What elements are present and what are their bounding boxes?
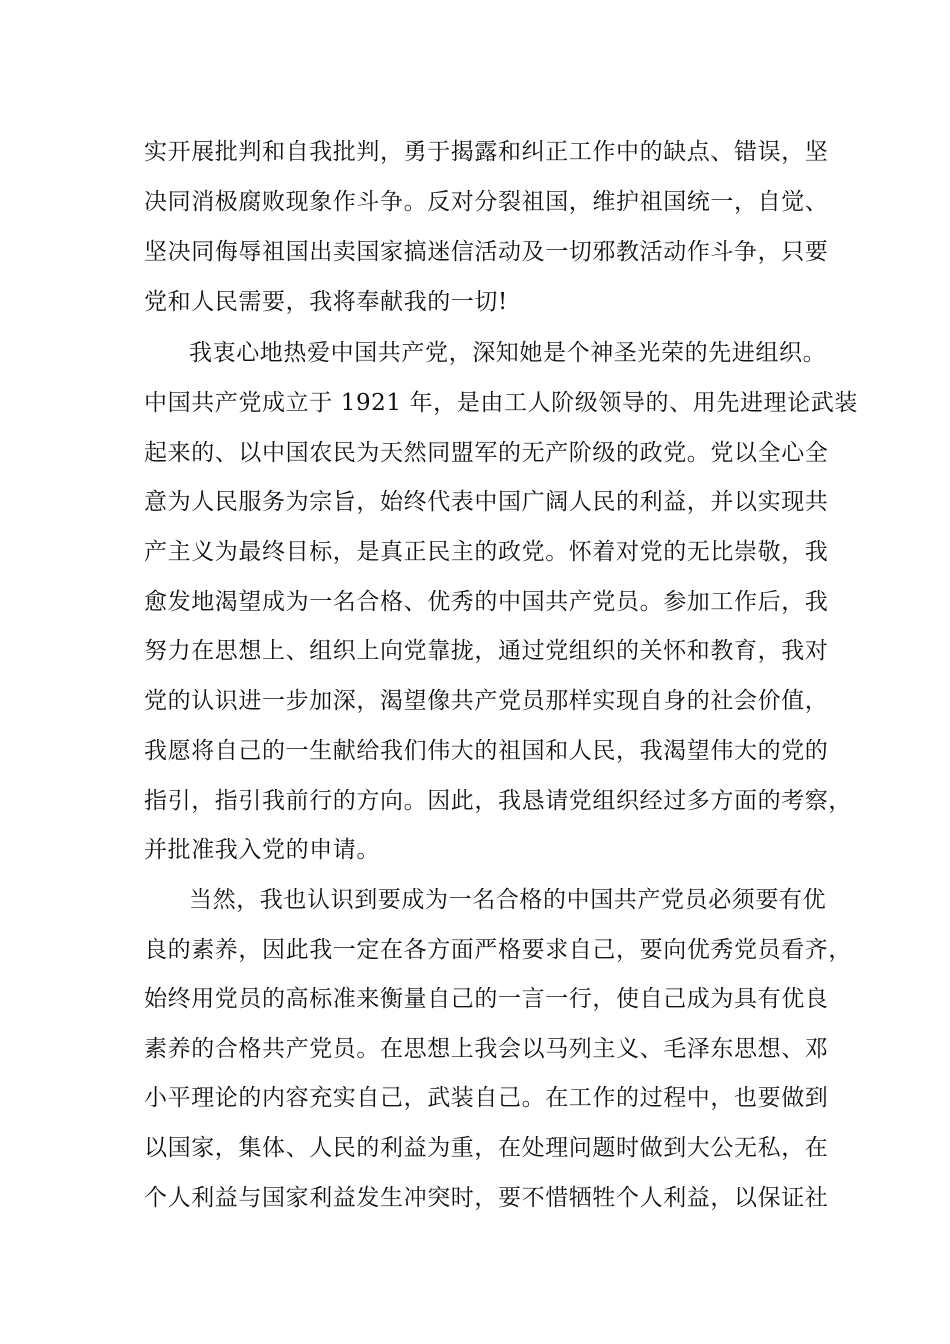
text-line: 党的认识进一步加深，渴望像共产党员那样实现自身的社会价值， (144, 688, 829, 714)
text-line: 党和人民需要，我将奉献我的一切! (144, 289, 508, 315)
text-line: 产主义为最终目标，是真正民主的政党。怀着对党的无比崇敬，我 (144, 539, 829, 565)
paragraph-first-line: 我衷心地热爱中国共产党，深知她是个神圣光荣的先进组织。 (189, 340, 827, 366)
text-line: 小平理论的内容充实自己，武装自己。在工作的过程中，也要做到 (144, 1085, 829, 1111)
text-line: 始终用党员的高标准来衡量自己的一言一行，使自己成为具有优良 (144, 986, 829, 1012)
text-line: 中国共产党成立于 1921 年，是由工人阶级领导的、用先进理论武装 (144, 390, 858, 416)
paragraph-first-line: 当然，我也认识到要成为一名合格的中国共产党员必须要有优 (189, 887, 827, 913)
text-line: 个人利益与国家利益发生冲突时，要不惜牺牲个人利益，以保证社 (144, 1185, 829, 1211)
text-line: 努力在思想上、组织上向党靠拢，通过党组织的关怀和教育，我对 (144, 638, 829, 664)
text-line: 起来的、以中国农民为天然同盟军的无产阶级的政党。党以全心全 (144, 440, 829, 466)
text-line: 坚决同侮辱祖国出卖国家搞迷信活动及一切邪教活动作斗争，只要 (144, 239, 829, 265)
text-line: 素养的合格共产党员。在思想上我会以马列主义、毛泽东思想、邓 (144, 1036, 829, 1062)
text-line: 决同消极腐败现象作斗争。反对分裂祖国，维护祖国统一，自觉、 (144, 189, 829, 215)
text-line: 指引，指引我前行的方向。因此，我恳请党组织经过多方面的考察， (144, 788, 852, 814)
text-line: 良的素养，因此我一定在各方面严格要求自己，要向优秀党员看齐， (144, 937, 852, 963)
text-line: 并批准我入党的申请。 (144, 837, 380, 863)
text-line: 意为人民服务为宗旨，始终代表中国广阔人民的利益，并以实现共 (144, 489, 829, 515)
text-line: 实开展批判和自我批判，勇于揭露和纠正工作中的缺点、错误，坚 (144, 139, 829, 165)
text-line: 我愿将自己的一生献给我们伟大的祖国和人民，我渴望伟大的党的 (144, 738, 829, 764)
text-line: 以国家，集体、人民的利益为重，在处理问题时做到大公无私，在 (144, 1135, 829, 1161)
text-line: 愈发地渴望成为一名合格、优秀的中国共产党员。参加工作后，我 (144, 589, 829, 615)
